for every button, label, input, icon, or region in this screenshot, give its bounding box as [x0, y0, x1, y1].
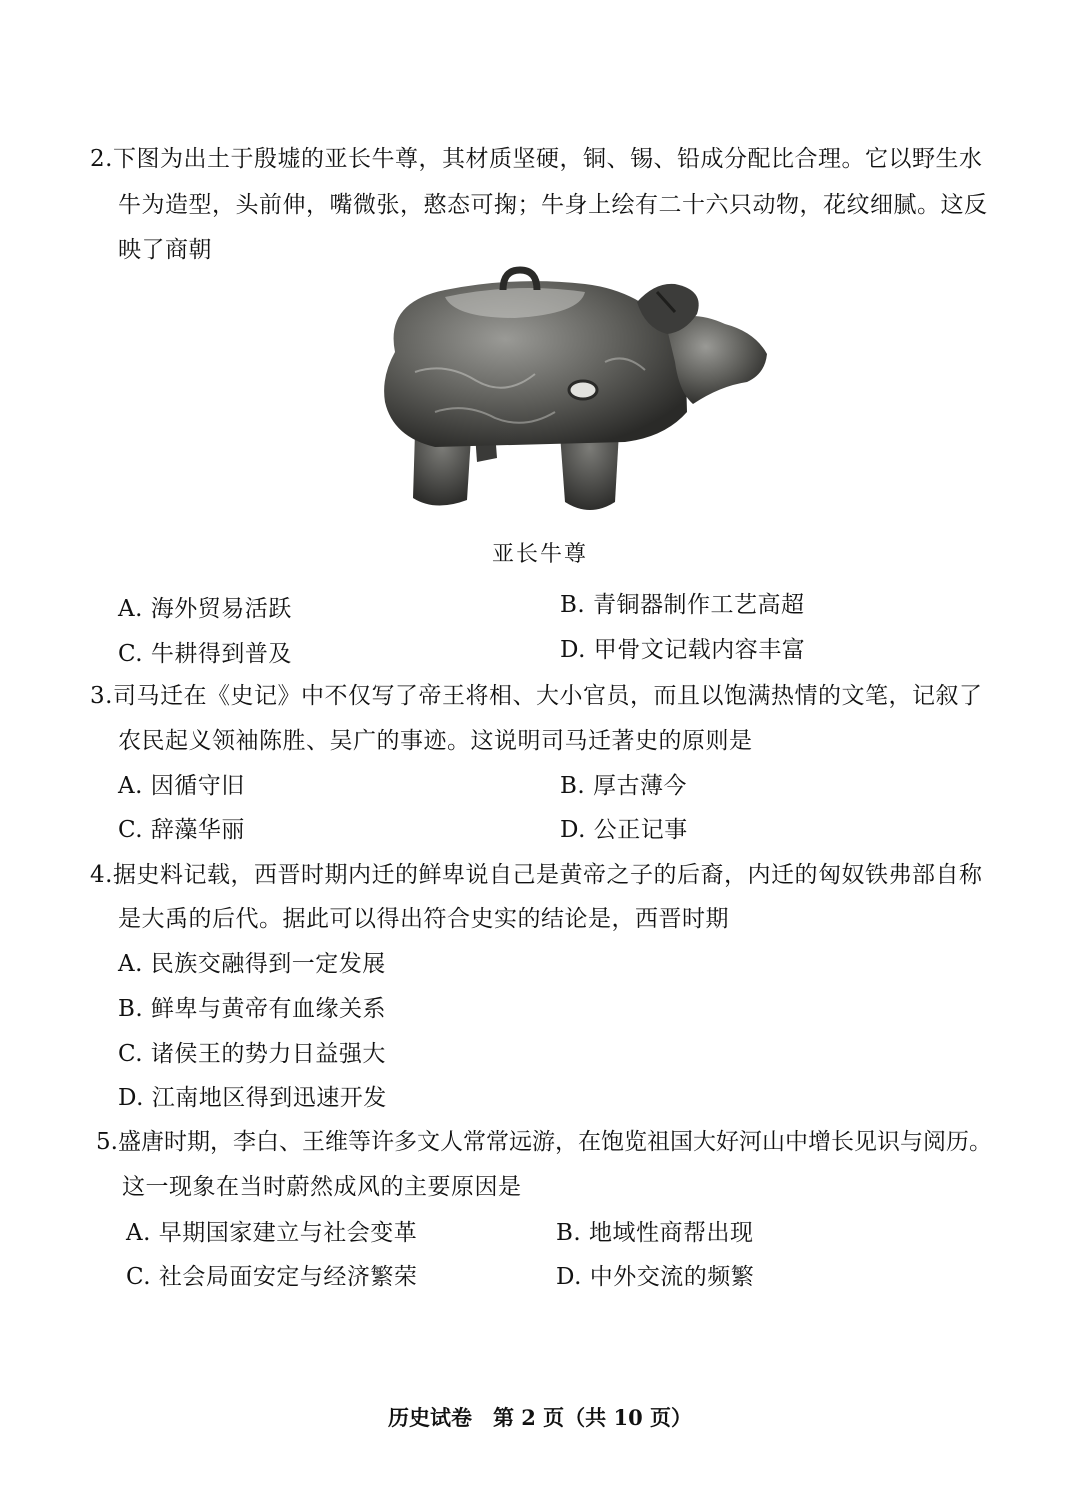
q5-option-d[interactable]: D. 中外交流的频繁	[556, 1264, 755, 1290]
q4-option-d[interactable]: D. 江南地区得到迅速开发	[118, 1085, 387, 1111]
q4-number: 4.	[90, 862, 113, 888]
q5-number: 5.	[96, 1129, 118, 1155]
q2-stem-line-1: 2.下图为出土于殷墟的亚长牛尊，其材质坚硬，铜、锡、铅成分配比合理。它以野生水	[90, 146, 983, 172]
q4-stem-line-1: 4.据史料记载，西晋时期内迁的鲜卑说自己是黄帝之子的后裔，内迁的匈奴铁弗部自称	[90, 862, 983, 888]
q4-option-b[interactable]: B. 鲜卑与黄帝有血缘关系	[118, 996, 387, 1022]
q3-option-b[interactable]: B. 厚古薄今	[560, 773, 688, 799]
q3-stem-line-2: 农民起义领袖陈胜、吴广的事迹。这说明司马迁著史的原则是	[118, 728, 753, 754]
q3-option-a[interactable]: A. 因循守旧	[118, 773, 245, 799]
q3-option-c[interactable]: C. 辞藻华丽	[118, 817, 245, 843]
q2-option-b[interactable]: B. 青铜器制作工艺高超	[560, 592, 805, 618]
q5-option-b[interactable]: B. 地域性商帮出现	[556, 1220, 754, 1246]
q2-stem-line-3: 映了商朝	[118, 237, 212, 263]
q2-option-c[interactable]: C. 牛耕得到普及	[118, 641, 292, 667]
q3-stem-line-1: 3.司马迁在《史记》中不仅写了帝王将相、大小官员，而且以饱满热情的文笔，记叙了	[90, 683, 983, 709]
bronze-ox-zun-image	[375, 262, 770, 524]
q2-option-d[interactable]: D. 甲骨文记载内容丰富	[560, 637, 806, 663]
q5-option-a[interactable]: A. 早期国家建立与社会变革	[126, 1220, 418, 1246]
q4-stem-line-2: 是大禹的后代。据此可以得出符合史实的结论是，西晋时期	[118, 906, 729, 932]
q5-option-c[interactable]: C. 社会局面安定与经济繁荣	[126, 1264, 418, 1290]
q2-stem-line-2: 牛为造型，头前伸，嘴微张，憨态可掬；牛身上绘有二十六只动物，花纹细腻。这反	[118, 192, 988, 218]
page-footer: 历史试卷 第 2 页（共 10 页）	[387, 1405, 693, 1430]
q3-option-d[interactable]: D. 公正记事	[560, 817, 688, 843]
q3-number: 3.	[90, 683, 113, 709]
q5-stem-line-2: 这一现象在当时蔚然成风的主要原因是	[122, 1174, 522, 1200]
q4-option-c[interactable]: C. 诸侯王的势力日益强大	[118, 1041, 386, 1067]
q4-option-a[interactable]: A. 民族交融得到一定发展	[118, 951, 386, 977]
q2-number: 2.	[90, 146, 113, 172]
q5-stem-line-1: 5.盛唐时期，李白、王维等许多文人常常远游，在饱览祖国大好河山中增长见识与阅历。	[96, 1129, 992, 1155]
q2-option-a[interactable]: A. 海外贸易活跃	[118, 596, 292, 622]
figure-caption: 亚长牛尊	[491, 542, 588, 567]
